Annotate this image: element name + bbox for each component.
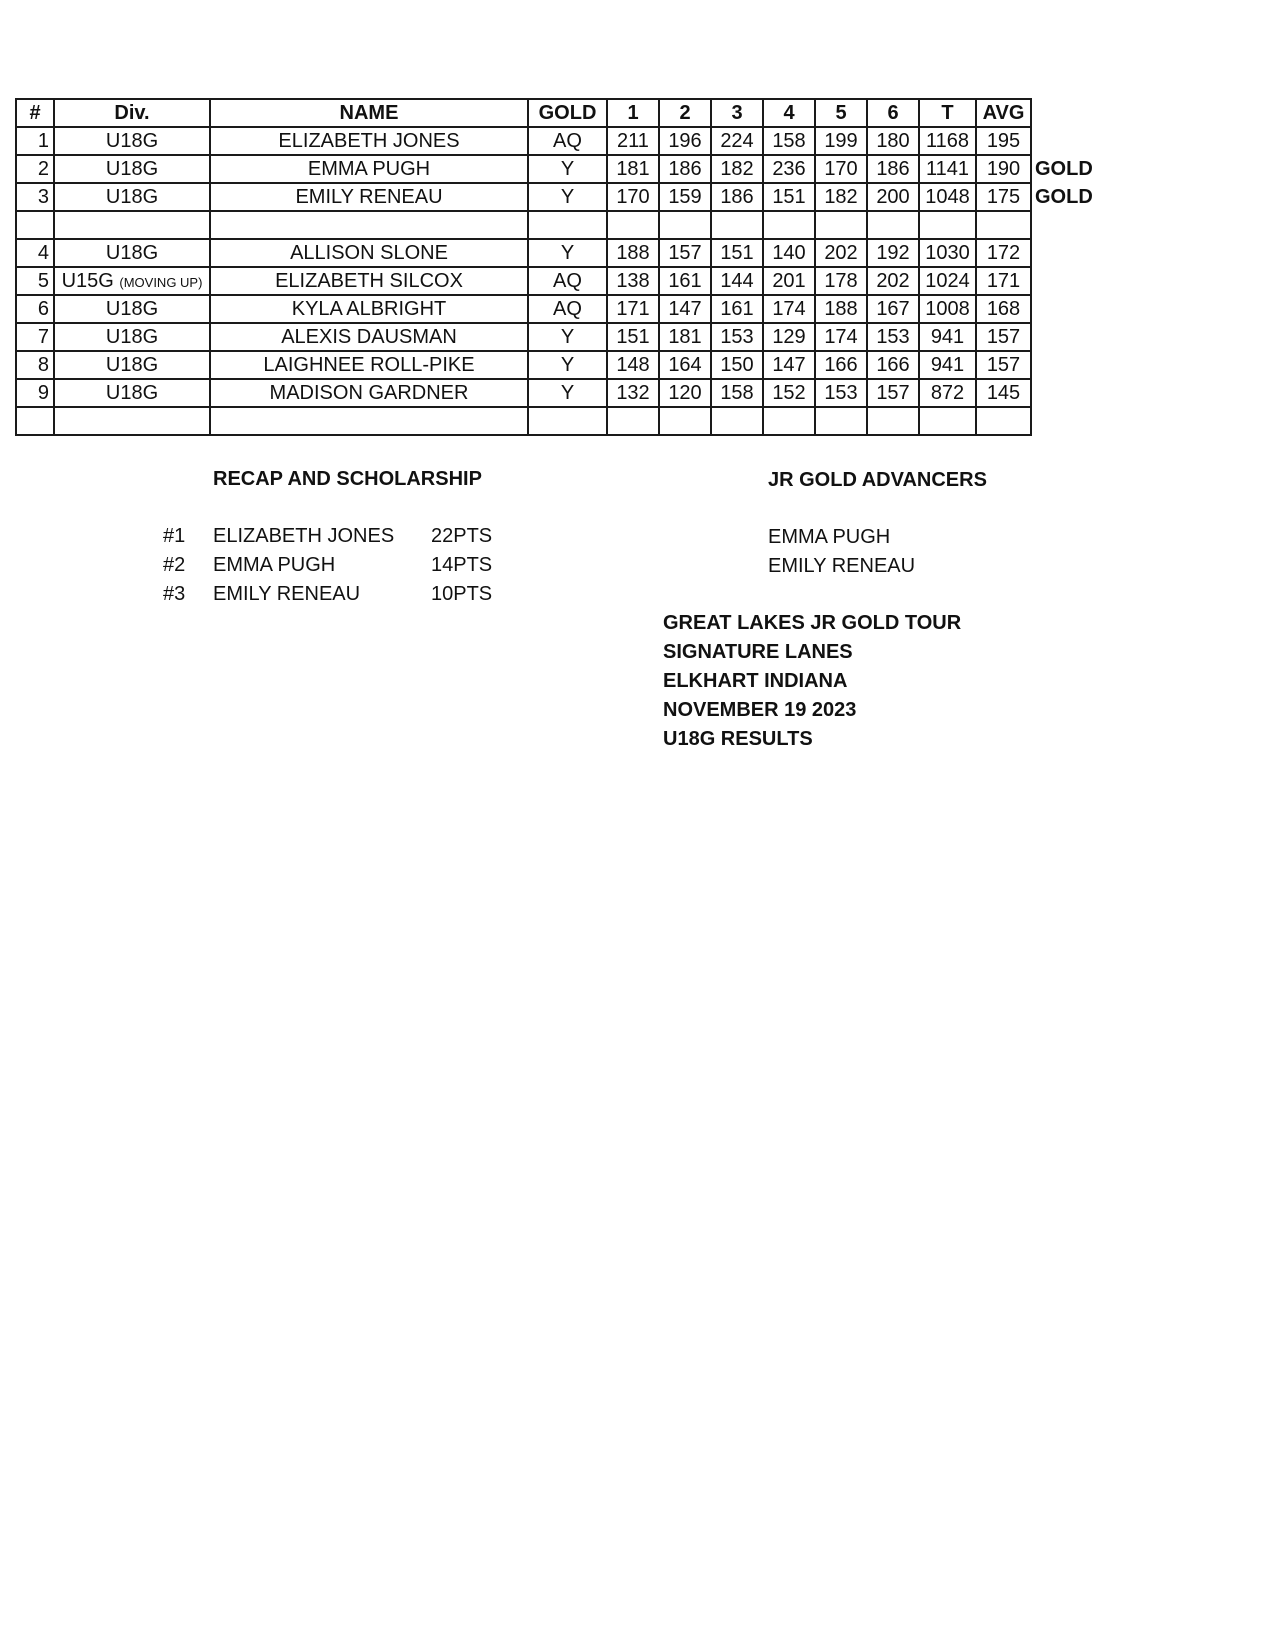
gold-cell: Y [528,155,607,183]
rank-cell: 3 [16,183,54,211]
game-2-cell: 161 [659,267,711,295]
division-label: U18G [105,241,159,264]
name-cell [210,211,528,239]
column-header-game-3: 3 [711,99,763,127]
gold-note [1031,323,1097,351]
rank-cell: 6 [16,295,54,323]
table-row [16,127,1097,155]
game-1-cell: 211 [607,127,659,155]
table-row [16,295,1097,323]
table-row [16,323,1097,351]
name-cell: EMILY RENEAU [210,183,528,211]
game-2-cell [659,407,711,435]
game-3-cell: 158 [711,379,763,407]
event-info-line: GREAT LAKES JR GOLD TOUR [663,612,962,634]
division-label: U18G [105,297,159,320]
recap-points: 10PTS [431,583,493,605]
recap-points: 22PTS [431,525,493,547]
total-cell: 1141 [919,155,976,183]
division-cell [54,351,210,379]
game-6-cell: 167 [867,295,919,323]
division-label: U18G [105,157,159,180]
game-2-cell [659,211,711,239]
game-3-cell: 153 [711,323,763,351]
gold-note [1031,127,1097,155]
game-2-cell: 181 [659,323,711,351]
total-cell: 941 [919,351,976,379]
gold-note: GOLD [1035,185,1093,208]
average-cell: 195 [976,127,1031,155]
gold-note [1031,379,1097,407]
rank-cell: 1 [16,127,54,155]
advancer-name: EMMA PUGH [768,526,891,548]
event-info-line: SIGNATURE LANES [663,641,853,663]
game-5-cell: 153 [815,379,867,407]
column-header-game-6: 6 [867,99,919,127]
game-6-cell: 192 [867,239,919,267]
game-5-cell: 182 [815,183,867,211]
gold-cell: AQ [528,267,607,295]
table-row [16,267,1097,295]
game-6-cell: 157 [867,379,919,407]
table-row [16,155,1097,183]
rank-cell: 2 [16,155,54,183]
gold-cell: AQ [528,127,607,155]
column-header-total: T [919,99,976,127]
name-cell: ELIZABETH JONES [210,127,528,155]
gold-cell [528,407,607,435]
game-4-cell: 147 [763,351,815,379]
recap-points: 14PTS [431,554,493,576]
division-cell [54,183,210,211]
division-cell [54,211,210,239]
game-6-cell: 186 [867,155,919,183]
name-cell: ELIZABETH SILCOX [210,267,528,295]
column-header-name: NAME [210,99,528,127]
average-cell: 157 [976,351,1031,379]
gold-note [1031,295,1097,323]
game-1-cell: 181 [607,155,659,183]
division-label: U18G [105,325,159,348]
table-row [16,379,1097,407]
table-row [16,351,1097,379]
gold-note [1031,239,1097,267]
game-4-cell: 140 [763,239,815,267]
recap-name: ELIZABETH JONES [213,525,395,547]
gold-note [1031,351,1097,379]
column-header-division: Div. [54,99,210,127]
game-1-cell: 138 [607,267,659,295]
game-1-cell: 151 [607,323,659,351]
total-cell [919,407,976,435]
game-5-cell: 174 [815,323,867,351]
game-5-cell: 178 [815,267,867,295]
game-4-cell: 151 [763,183,815,211]
game-2-cell: 157 [659,239,711,267]
division-cell [54,295,210,323]
name-cell: EMMA PUGH [210,155,528,183]
game-1-cell: 188 [607,239,659,267]
name-cell: ALLISON SLONE [210,239,528,267]
table-row-empty [16,211,1097,239]
gold-cell: Y [528,379,607,407]
division-cell [54,323,210,351]
name-cell [210,407,528,435]
game-4-cell: 158 [763,127,815,155]
game-5-cell [815,211,867,239]
division-cell [54,155,210,183]
gold-cell [528,211,607,239]
rank-cell [16,211,54,239]
game-1-cell: 171 [607,295,659,323]
column-header-average: AVG [976,99,1031,127]
name-cell: LAIGHNEE ROLL-PIKE [210,351,528,379]
gold-note [1031,407,1097,435]
game-5-cell: 199 [815,127,867,155]
column-header-game-4: 4 [763,99,815,127]
game-3-cell [711,407,763,435]
gold-cell: Y [528,183,607,211]
rank-cell: 4 [16,239,54,267]
gold-cell: AQ [528,295,607,323]
column-header-note [1031,99,1097,127]
average-cell: 157 [976,323,1031,351]
rank-cell: 8 [16,351,54,379]
game-1-cell [607,407,659,435]
column-header-game-2: 2 [659,99,711,127]
total-cell: 872 [919,379,976,407]
game-2-cell: 164 [659,351,711,379]
game-6-cell: 166 [867,351,919,379]
game-3-cell: 161 [711,295,763,323]
table-row-empty [16,407,1097,435]
division-label: U18G [105,185,159,208]
division-note: (MOVING UP) [119,274,203,290]
average-cell: 145 [976,379,1031,407]
game-3-cell: 151 [711,239,763,267]
advancer-name: EMILY RENEAU [768,555,916,577]
gold-note [1031,211,1097,239]
average-cell: 175 [976,183,1031,211]
game-4-cell [763,407,815,435]
column-header-rank: # [16,99,54,127]
game-1-cell: 170 [607,183,659,211]
name-cell: ALEXIS DAUSMAN [210,323,528,351]
column-header-gold: GOLD [528,99,607,127]
game-1-cell: 132 [607,379,659,407]
rank-cell [16,407,54,435]
average-cell: 168 [976,295,1031,323]
division-cell [54,407,210,435]
total-cell: 1024 [919,267,976,295]
gold-cell: Y [528,351,607,379]
table-row [16,239,1097,267]
total-cell: 1008 [919,295,976,323]
game-6-cell: 202 [867,267,919,295]
game-3-cell: 224 [711,127,763,155]
game-1-cell: 148 [607,351,659,379]
game-6-cell: 200 [867,183,919,211]
game-4-cell: 236 [763,155,815,183]
rank-cell: 7 [16,323,54,351]
game-4-cell [763,211,815,239]
table-row [16,183,1097,211]
gold-cell: Y [528,239,607,267]
division-label: U18G [105,353,159,376]
game-2-cell: 159 [659,183,711,211]
game-3-cell: 150 [711,351,763,379]
division-cell [54,127,210,155]
game-3-cell: 186 [711,183,763,211]
game-4-cell: 152 [763,379,815,407]
game-4-cell: 201 [763,267,815,295]
game-4-cell: 174 [763,295,815,323]
gold-note: GOLD [1035,157,1093,180]
division-cell [54,239,210,267]
total-cell [919,211,976,239]
average-cell: 171 [976,267,1031,295]
recap-place: #1 [163,525,186,547]
recap-place: #2 [163,554,186,576]
gold-cell: Y [528,323,607,351]
name-cell: MADISON GARDNER [210,379,528,407]
rank-cell: 9 [16,379,54,407]
game-3-cell: 182 [711,155,763,183]
recap-name: EMILY RENEAU [213,583,361,605]
division-label: U18G [105,129,159,152]
rank-cell: 5 [16,267,54,295]
total-cell: 1048 [919,183,976,211]
game-3-cell: 144 [711,267,763,295]
total-cell: 941 [919,323,976,351]
column-header-game-5: 5 [815,99,867,127]
game-4-cell: 129 [763,323,815,351]
results-table [15,98,1098,436]
division-label: U15G [61,269,114,292]
average-cell: 190 [976,155,1031,183]
game-5-cell: 202 [815,239,867,267]
game-5-cell: 188 [815,295,867,323]
game-6-cell [867,211,919,239]
division-cell [54,379,210,407]
recap-name: EMMA PUGH [213,554,336,576]
recap-title: RECAP AND SCHOLARSHIP [213,468,482,490]
average-cell [976,407,1031,435]
name-cell: KYLA ALBRIGHT [210,295,528,323]
total-cell: 1030 [919,239,976,267]
game-3-cell [711,211,763,239]
event-info-line: ELKHART INDIANA [663,670,848,692]
game-2-cell: 186 [659,155,711,183]
game-6-cell: 153 [867,323,919,351]
division-cell [54,267,210,295]
division-label: U18G [105,381,159,404]
game-5-cell: 170 [815,155,867,183]
table-header-row [16,99,1097,127]
event-info-line: NOVEMBER 19 2023 [663,699,857,721]
game-2-cell: 147 [659,295,711,323]
gold-note [1031,267,1097,295]
event-info-line: U18G RESULTS [663,728,813,750]
advancers-title: JR GOLD ADVANCERS [768,469,987,491]
average-cell: 172 [976,239,1031,267]
game-5-cell [815,407,867,435]
game-2-cell: 196 [659,127,711,155]
average-cell [976,211,1031,239]
game-6-cell [867,407,919,435]
game-5-cell: 166 [815,351,867,379]
game-1-cell [607,211,659,239]
total-cell: 1168 [919,127,976,155]
game-6-cell: 180 [867,127,919,155]
game-2-cell: 120 [659,379,711,407]
recap-place: #3 [163,583,186,605]
column-header-game-1: 1 [607,99,659,127]
